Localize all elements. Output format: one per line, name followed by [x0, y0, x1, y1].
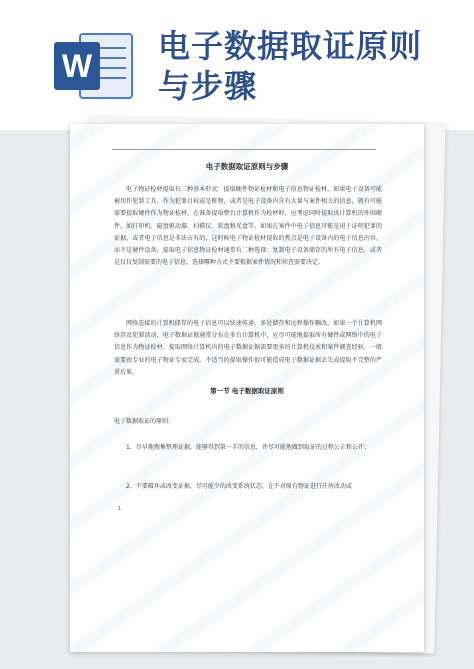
principles-intro: 电子数据取证的原则： — [114, 418, 175, 425]
page-number: 1 — [118, 506, 122, 512]
paragraph-2: 网络连接的计算机储存的电子信息可以快速传递、多处储存和远程操作删改。如果一个计算机网络涉及犯罪活动，电子数据证据通常分布在多台计算机中，应尽可能地提取所有硬件或网络中的电子信息作为物证检材。提取网络计算机内的电子数据证据需要更多的计算机技术和案件调查经验，一般需要由专业的电子物证专家完成。不适当的提取操作很可能造成电子数据证据丢失或提取不完整的严重后果。 — [114, 320, 382, 376]
banner-title: 电子数据取证原则 与步骤 — [158, 27, 423, 105]
word-document-icon — [50, 28, 138, 104]
paragraph-1: 电子物证检材提取有二种基本形式：提取硬件物证检材和电子信息物证检材。如果电子设备可能被用作犯罪工具、作为犯罪目标或是赃物，或者是电子设备内含有大量与案件相关的信息，就有可能需要提取硬件作为物证检材。在准备提取整台计算机作为检材时，应考虑同时提取该计算机的外围硬件，如打印机、磁盘驱动器、扫描仪、软盘和光盘等。如果在案件中电子信息可能是用于证明犯罪的证据，或者电子信息是非法占有的，这时候电子物证检材提取的焦点是电子设备内的电子信息内容，而不是硬件设备。提取电子信息物证检材通常有二种选择：复制电子设备储存的所有电子信息，或者是仅仅复制需要的电子信息。选择哪种方式主要根据案件情况和侦查需要决定。 — [114, 186, 382, 267]
document-title: 电子数据取证原则与步骤 — [205, 162, 289, 171]
header-rule — [112, 149, 376, 150]
principle-2: 2．不要破坏或改变证据，尽可能少的改变系统状态，在不对原有物证进行任何改动或 — [126, 483, 352, 490]
section-title: 第一节 电子数据取证原则 — [210, 387, 284, 395]
word-logo-letter: W — [61, 48, 93, 84]
document-page — [70, 124, 424, 652]
principle-1: 1．尽早地搜集整理证据，能够得到第一手的信息，并尽可能地做到取证的过程公正和公开； — [126, 444, 370, 451]
